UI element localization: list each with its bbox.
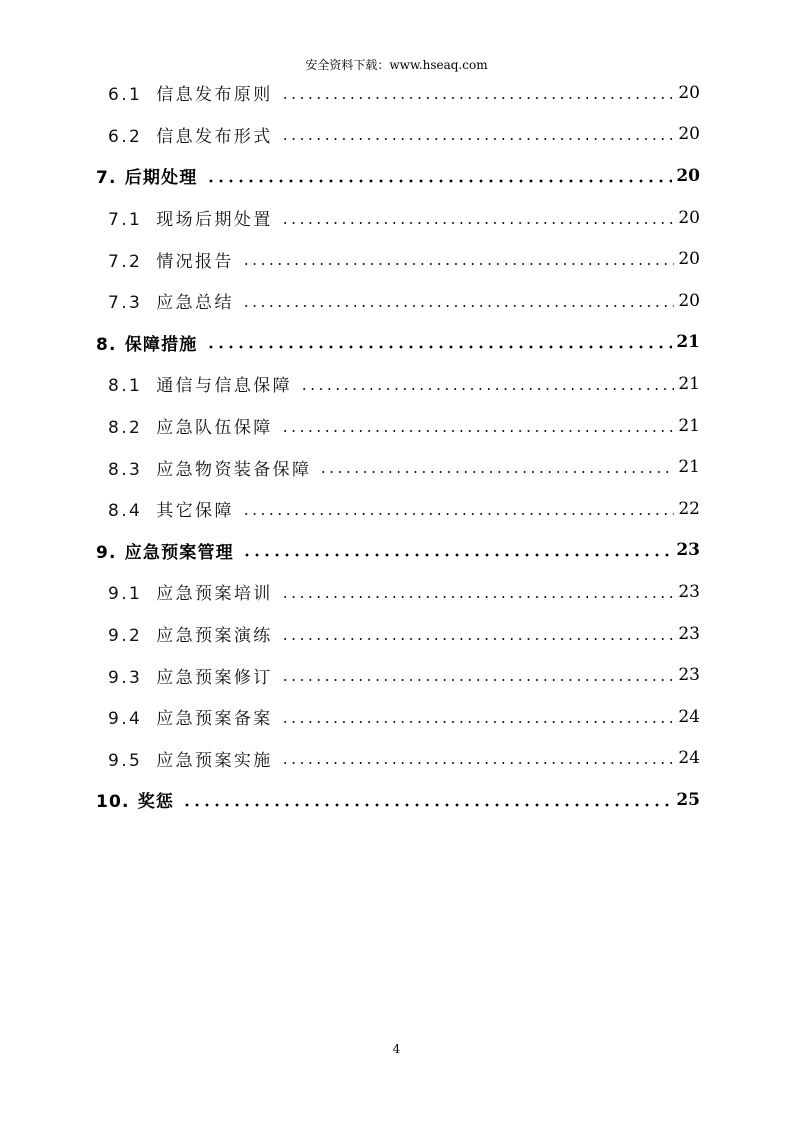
toc-subsection-entry[interactable] (96, 238, 700, 280)
toc-entry-page: 24 (678, 706, 700, 727)
toc-section-entry[interactable] (96, 155, 700, 197)
toc-entry-label (96, 538, 238, 563)
toc-dot-leader (242, 262, 675, 266)
toc-entry-label (96, 80, 277, 105)
page-header: 安全资料下载：www.hseaq.com (305, 58, 488, 72)
toc-section-entry[interactable] (96, 779, 700, 821)
toc-dot-leader (281, 678, 675, 682)
toc-dot-leader (300, 387, 674, 391)
toc-dot-leader (281, 595, 675, 599)
toc-subsection-entry[interactable] (96, 738, 700, 780)
toc-entry-title: 信息发布原则 (156, 85, 273, 106)
toc-entry-page: 21 (678, 415, 700, 436)
toc-subsection-entry[interactable] (96, 613, 700, 655)
toc-entry-title: 情况报告 (156, 251, 234, 272)
toc-entry-label (96, 122, 277, 147)
toc-entry-page: 20 (678, 207, 700, 228)
toc-entry-title: 奖惩 (137, 792, 175, 813)
toc-section-entry[interactable] (96, 322, 700, 364)
toc-entry-title: 应急物资装备保障 (156, 459, 312, 480)
toc-entry-page: 25 (676, 789, 700, 810)
toc-dot-leader (242, 553, 672, 557)
toc-entry-label (96, 663, 277, 688)
toc-entry-label (96, 621, 277, 646)
toc-subsection-entry[interactable] (96, 280, 700, 322)
toc-entry-number: 9.4 (108, 709, 143, 730)
toc-entry-number: 8.3 (108, 459, 143, 480)
toc-entry-page: 23 (678, 623, 700, 644)
toc-entry-title: 保障措施 (124, 334, 198, 355)
toc-dot-leader (319, 470, 674, 474)
toc-entry-label (96, 746, 277, 771)
toc-entry-label (96, 455, 315, 480)
toc-entry-number: 6.1 (108, 85, 143, 106)
toc-entry-number: 6.2 (108, 126, 143, 147)
toc-entry-label (96, 371, 296, 396)
toc-entry-number: 7.3 (108, 293, 143, 314)
toc-entry-label (96, 579, 277, 604)
toc-subsection-entry[interactable] (96, 696, 700, 738)
toc-entry-number: 9.2 (108, 626, 143, 647)
toc-entry-number: 8.2 (108, 418, 143, 439)
toc-subsection-entry[interactable] (96, 405, 700, 447)
toc-subsection-entry[interactable] (96, 571, 700, 613)
toc-subsection-entry[interactable] (96, 114, 700, 156)
toc-entry-label (96, 205, 277, 230)
toc-entry-page: 20 (678, 249, 700, 270)
toc-entry-label (96, 288, 238, 313)
toc-entry-page: 20 (678, 82, 700, 103)
toc-entry-title: 后期处理 (124, 168, 198, 189)
toc-entry-page: 20 (676, 165, 700, 186)
table-of-contents (96, 72, 700, 821)
toc-entry-number: 9.5 (108, 750, 143, 771)
toc-entry-title: 应急预案修订 (156, 667, 273, 688)
toc-subsection-entry[interactable] (96, 488, 700, 530)
toc-dot-leader (242, 304, 675, 308)
toc-entry-label (96, 496, 238, 521)
toc-entry-page: 22 (678, 498, 700, 519)
toc-entry-number: 7. (96, 168, 117, 189)
toc-dot-leader (281, 137, 675, 141)
toc-dot-leader (206, 345, 673, 349)
toc-dot-leader (281, 637, 675, 641)
toc-dot-leader (281, 96, 675, 100)
toc-entry-label (96, 704, 277, 729)
toc-entry-page: 23 (678, 581, 700, 602)
toc-dot-leader (206, 179, 673, 183)
toc-entry-title: 信息发布形式 (156, 126, 273, 147)
toc-entry-label (96, 330, 202, 355)
toc-subsection-entry[interactable] (96, 197, 700, 239)
toc-entry-number: 7.1 (108, 210, 143, 231)
toc-entry-title: 应急预案备案 (156, 709, 273, 730)
toc-entry-number: 10. (96, 792, 130, 813)
toc-entry-number: 9. (96, 542, 117, 563)
toc-dot-leader (281, 221, 675, 225)
toc-section-entry[interactable] (96, 530, 700, 572)
toc-entry-title: 应急预案管理 (124, 542, 234, 563)
toc-entry-page: 21 (678, 373, 700, 394)
toc-subsection-entry[interactable] (96, 72, 700, 114)
toc-entry-label (96, 787, 178, 812)
toc-entry-title: 应急预案培训 (156, 584, 273, 605)
toc-entry-number: 9.3 (108, 667, 143, 688)
page-number: 4 (392, 1042, 401, 1056)
toc-dot-leader (281, 720, 675, 724)
toc-entry-page: 23 (676, 540, 700, 561)
toc-entry-label (96, 413, 277, 438)
toc-entry-page: 24 (678, 748, 700, 769)
toc-dot-leader (242, 512, 675, 516)
toc-entry-title: 其它保障 (156, 501, 234, 522)
toc-entry-title: 应急队伍保障 (156, 418, 273, 439)
toc-entry-number: 8.1 (108, 376, 143, 397)
toc-entry-title: 应急总结 (156, 293, 234, 314)
toc-entry-page: 21 (676, 332, 700, 353)
toc-subsection-entry[interactable] (96, 446, 700, 488)
toc-entry-number: 8. (96, 334, 117, 355)
toc-entry-number: 8.4 (108, 501, 143, 522)
toc-entry-page: 21 (678, 457, 700, 478)
toc-entry-page: 23 (678, 665, 700, 686)
toc-dot-leader (182, 803, 672, 807)
toc-entry-title: 应急预案演练 (156, 626, 273, 647)
toc-entry-number: 9.1 (108, 584, 143, 605)
toc-entry-page: 20 (678, 290, 700, 311)
toc-dot-leader (281, 429, 675, 433)
toc-subsection-entry[interactable] (96, 363, 700, 405)
toc-entry-title: 通信与信息保障 (156, 376, 293, 397)
toc-dot-leader (281, 761, 675, 765)
toc-entry-page: 20 (678, 124, 700, 145)
toc-entry-title: 现场后期处置 (156, 210, 273, 231)
toc-entry-title: 应急预案实施 (156, 750, 273, 771)
toc-entry-label (96, 163, 202, 188)
toc-entry-label (96, 247, 238, 272)
toc-entry-number: 7.2 (108, 251, 143, 272)
toc-subsection-entry[interactable] (96, 654, 700, 696)
